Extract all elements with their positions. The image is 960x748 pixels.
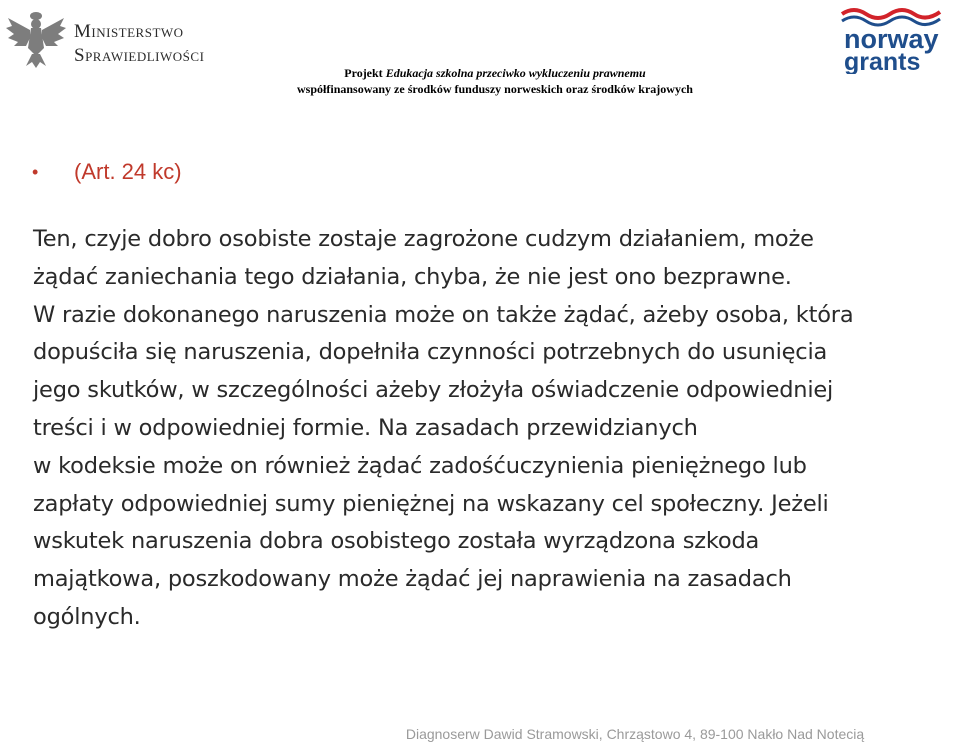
- grants-word: grants: [844, 48, 921, 74]
- body-line: dopuściła się naruszenia, dopełniła czynności potrzebnych do usunięcia: [33, 339, 828, 366]
- ministry-name-line2: Sprawiedliwości: [74, 45, 205, 66]
- project-title: Edukacja szkolna przeciwko wykluczeniu prawnemu: [385, 66, 646, 80]
- body-line: wskutek naruszenia dobra osobistego została wyrządzona szkoda: [33, 528, 760, 555]
- project-title-line: [250, 66, 740, 81]
- footer-address: Diagnoserw Dawid Stramowski, Chrząstowo 4, 89-100 Nakło Nad Notecią: [405, 726, 865, 742]
- article-reference: (Art. 24 kc): [74, 159, 182, 184]
- norway-grants-logo: [836, 4, 946, 74]
- body-line: ogólnych.: [33, 603, 141, 630]
- polish-eagle-emblem-icon: [4, 4, 68, 70]
- project-prefix: Projekt: [344, 66, 386, 80]
- body-line: zapłaty odpowiedniej sumy pieniężnej na wskazany cel społeczny. Jeżeli: [33, 490, 829, 517]
- body-line: jego skutków, w szczególności ażeby złożyła oświadczenie odpowiedniej: [33, 377, 834, 404]
- ministry-name-line1: Ministerstwo: [74, 21, 184, 42]
- norway-word: norway: [844, 24, 939, 54]
- ministry-name: [74, 20, 204, 68]
- article-body: [33, 221, 960, 637]
- body-line: w kodeksie może on również żądać zadośćuczynienia pieniężnego lub: [33, 452, 807, 479]
- article-bullet: [32, 157, 182, 187]
- bullet-marker: •: [32, 162, 39, 182]
- cofinancing-line: współfinansowany ze środków funduszy norweskich oraz środków krajowych: [297, 82, 693, 96]
- body-line: W razie dokonanego naruszenia może on także żądać, ażeby osoba, która: [33, 301, 854, 328]
- body-line: majątkowa, poszkodowany może żądać jej naprawienia na zasadach: [33, 566, 792, 593]
- body-line: treści i w odpowiedniej formie. Na zasadach przewidzianych: [33, 414, 698, 441]
- body-line: Ten, czyje dobro osobiste zostaje zagrożone cudzym działaniem, może: [33, 226, 814, 252]
- body-line: żądać zaniechania tego działania, chyba, że nie jest ono bezprawne.: [33, 263, 792, 290]
